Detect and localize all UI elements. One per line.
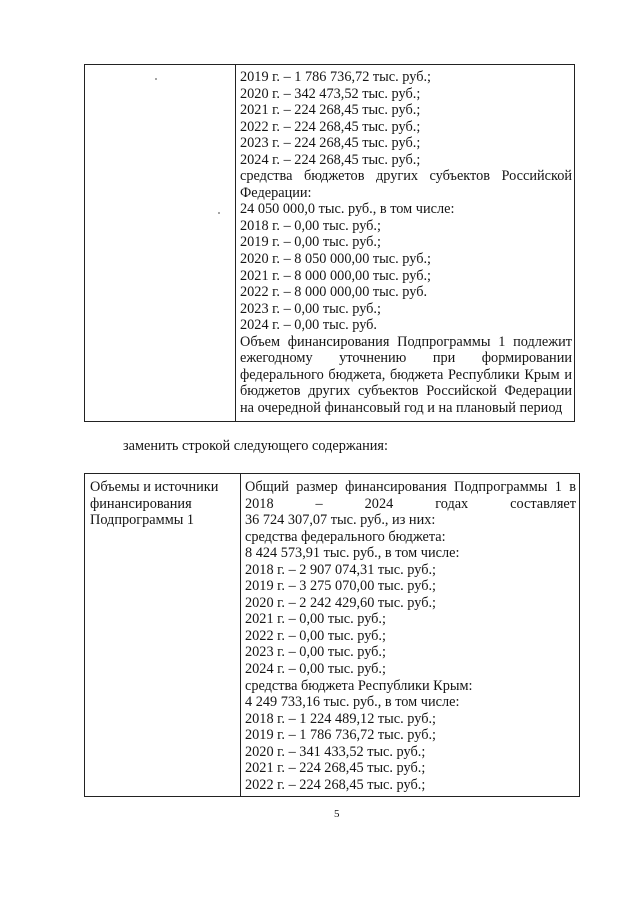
funding-line: Федерации: [240, 184, 312, 201]
funding-line: средства федерального бюджета: [245, 528, 446, 545]
funding-line: 2024 г. – 0,00 тыс. руб.; [245, 661, 386, 678]
row-header-line: Объемы и источники [90, 479, 219, 495]
column-divider [235, 65, 236, 421]
funding-line: 2020 г. – 2 242 429,60 тыс. руб.; [245, 594, 437, 611]
funding-line: 2021 г. – 0,00 тыс. руб.; [245, 611, 386, 628]
page-number: 5 [334, 808, 340, 820]
funding-line: бюджетов других субъектов Российской Федерации [240, 383, 572, 400]
funding-line: 2018 г. – 0,00 тыс. руб.; [240, 217, 381, 234]
funding-line: 2020 г. – 8 050 000,00 тыс. руб.; [240, 251, 432, 268]
row-header-line: финансирования [90, 495, 192, 512]
funding-line: Общий размер финансирования Подпрограммы 1 в [245, 479, 576, 495]
funding-line: федерального бюджета, бюджета Республики Крым и [240, 366, 572, 383]
funding-details-cell [240, 69, 572, 416]
funding-line: 2022 г. – 224 268,45 тыс. руб.; [240, 118, 421, 135]
funding-line: 8 424 573,91 тыс. руб., в том числе: [245, 545, 460, 562]
funding-line: 2020 г. – 341 433,52 тыс. руб.; [245, 743, 426, 760]
funding-line: средства бюджета Республики Крым: [245, 677, 473, 694]
funding-line: 2021 г. – 224 268,45 тыс. руб.; [240, 102, 421, 119]
funding-table-new [84, 473, 580, 797]
funding-line: средства бюджетов других субъектов Российской [240, 168, 572, 185]
replacement-instruction: заменить строкой следующего содержания: [123, 438, 388, 454]
funding-line: 2023 г. – 0,00 тыс. руб.; [240, 300, 381, 317]
funding-line: 24 050 000,0 тыс. руб., в том числе: [240, 201, 455, 218]
funding-table-old [84, 64, 575, 422]
column-divider [240, 474, 241, 796]
funding-line: 2023 г. – 0,00 тыс. руб.; [245, 644, 386, 661]
row-header-cell [90, 479, 235, 529]
funding-line: 2022 г. – 224 268,45 тыс. руб.; [245, 776, 426, 793]
funding-line: 2024 г. – 224 268,45 тыс. руб.; [240, 151, 421, 168]
funding-line: 2018 – 2024 годах составляет [245, 495, 576, 512]
funding-line: 2022 г. – 0,00 тыс. руб.; [245, 627, 386, 644]
funding-details-cell [245, 479, 576, 793]
funding-line: 2019 г. – 0,00 тыс. руб.; [240, 234, 381, 251]
funding-line: 2019 г. – 1 786 736,72 тыс. руб.; [245, 727, 437, 744]
funding-line: 2021 г. – 224 268,45 тыс. руб.; [245, 760, 426, 777]
funding-line: 2024 г. – 0,00 тыс. руб. [240, 317, 377, 334]
funding-line: 2018 г. – 2 907 074,31 тыс. руб.; [245, 561, 437, 578]
funding-line: 2022 г. – 8 000 000,00 тыс. руб. [240, 284, 428, 301]
funding-line: Объем финансирования Подпрограммы 1 подлежит [240, 333, 572, 350]
funding-line: 36 724 307,07 тыс. руб., из них: [245, 512, 436, 529]
row-header-line: Подпрограммы 1 [90, 512, 195, 529]
funding-line: на очередной финансовый год и на плановый период [240, 399, 563, 416]
funding-line: 2019 г. – 1 786 736,72 тыс. руб.; [240, 69, 432, 85]
funding-line: 2018 г. – 1 224 489,12 тыс. руб.; [245, 710, 437, 727]
funding-line: 4 249 733,16 тыс. руб., в том числе: [245, 694, 460, 711]
funding-line: 2021 г. – 8 000 000,00 тыс. руб.; [240, 267, 432, 284]
funding-line: 2023 г. – 224 268,45 тыс. руб.; [240, 135, 421, 152]
funding-line: ежегодному уточнению при формировании [240, 350, 572, 367]
funding-line: 2019 г. – 3 275 070,00 тыс. руб.; [245, 578, 437, 595]
funding-line: 2020 г. – 342 473,52 тыс. руб.; [240, 85, 421, 102]
